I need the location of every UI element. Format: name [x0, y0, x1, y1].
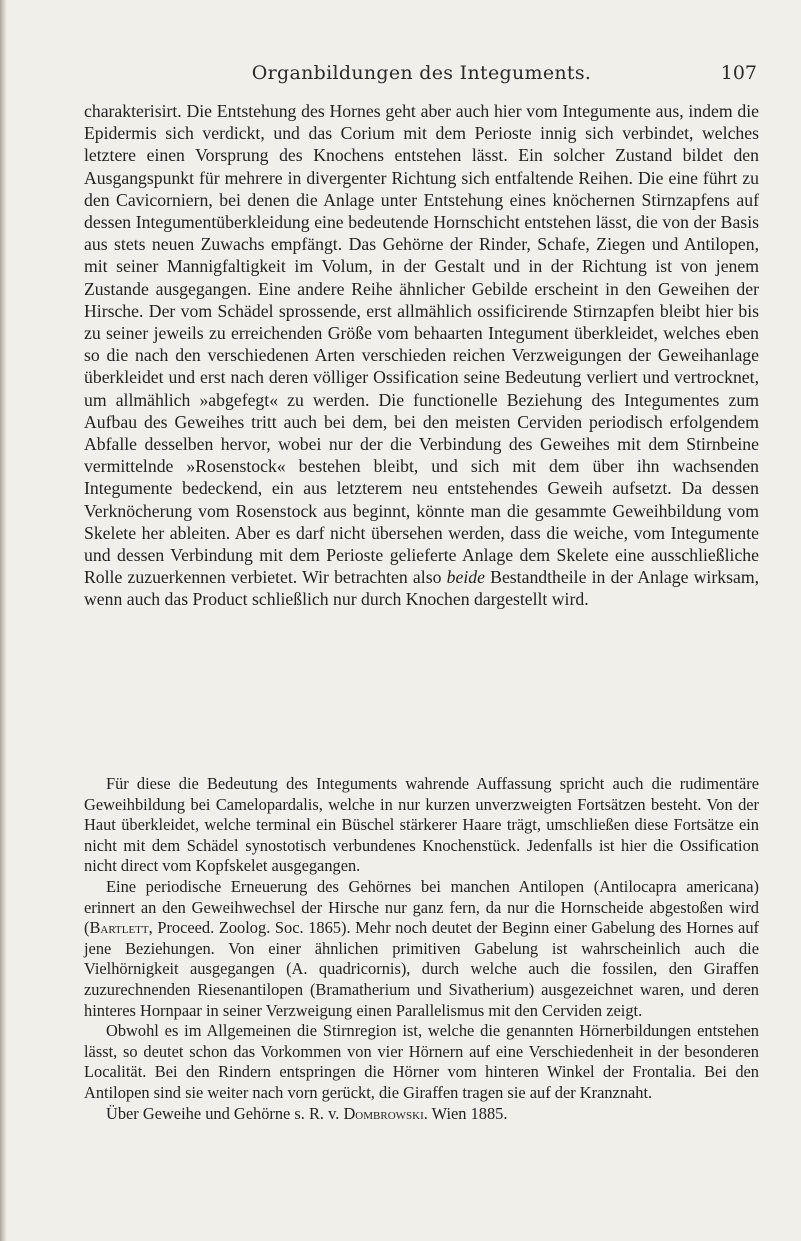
- paragraph-text: charakterisirt. Die Entstehung des Hornes geht aber auch hier vom Integumente aus, indem die Epidermis sich verdickt, und das Corium mit dem Perioste innig sich verbindet, welches letztere einen Vorsprung des Knochens entstehen lässt. Ein solcher Zustand bildet den Ausgangspunkt für mehrere in divergenter Richtung sich entfaltende Reihen. Die eine führt zu den Cavicorniern, bei denen die Anlage unter Entstehung eines knöchernen Stirnzapfens auf dessen Integumentüberkleidung eine bedeutende Hornschicht entstehen lässt, die von der Basis aus stets neuen Zuwachs empfängt. Das Gehörne der Rinder, Schafe, Ziegen und Antilopen, mit seiner Mannigfaltigkeit im Volum, in der Gestalt und in der Richtung ist von jenem Zustande ausgegangen. Eine andere Reihe ähnlicher Gebilde erscheint in den Geweihen der Hirsche. Der vom Schädel sprossende, erst allmählich ossificirende Stirnzapfen bleibt hier bis zu seiner jeweils zu erreichenden Größe vom behaarten Integument überkleidet, welches eben so die nach den verschiedenen Arten verschieden reichen Verzweigungen der Geweihanlage überkleidet und erst nach deren völliger Ossification seine Bedeutung verliert und vertrocknet, um allmählich »abgefegt« zu werden. Die functionelle Beziehung des Integumentes zum Aufbau des Geweihes tritt auch bei dem, bei den meisten Cerviden periodisch erfolgendem Abfalle desselben hervor, wobei nur der die Verbindung des Geweihes mit dem Stirnbeine vermittelnde »Rosenstock« bestehen bleibt, und sich mit dem über ihn wachsenden Integumente bedeckend, ein aus letzterem neu entstehendes Geweih aufsetzt. Da dessen Verknöcherung vom Rosenstock aus beginnt, könnte man die gesammte Geweihbildung vom Skelete her ableiten. Aber es darf nicht übersehen werden, dass die weiche, vom Integumente und dessen Verbindung mit dem Perioste gelieferte Anlage dem Skelete eine ausschließliche Rolle zuzuerkennen verbietet. Wir betrachten also: [84, 101, 759, 588]
- author-name: Bartlett: [89, 918, 149, 938]
- small-print-notes: [84, 774, 759, 1124]
- note-text: , Proceed. Zoolog. Soc. 1865). Mehr noch deutet der Beginn einer Gabelung des Hornes auf jene Beziehungen. Von einer ähnlichen primitiven Gabelung ist wahrscheinlich auch die Vielhörnigkeit ausgegangen (A. quadricornis), durch welche auch die fossilen, den Giraffen zuzurechnenden Riesenantilopen (Bramatherium und Sivatherium) ausgezeichnet waren, und deren hinteres Hornpaar in seiner Verzweigung einen Parallelismus mit den Cerviden zeigt.: [84, 918, 759, 1020]
- note-paragraph: Für diese die Bedeutung des Integuments wahrende Auffassung spricht auch die rudimentäre Geweihbildung bei Camelopardalis, welche in nur kurzen unverzweigten Fortsätzen besteht. Von der Haut überkleidet, welche terminal ein Büschel stärkerer Haare trägt, umschließen diese Fortsätze ein nicht mit dem Schädel synostotisch verbundenes Knochenstück. Jedenfalls ist hier die Ossification nicht direct vom Kopfskelet ausgegangen.: [84, 774, 759, 876]
- note-text: . Wien 1885.: [423, 1103, 508, 1123]
- running-header: [84, 62, 759, 90]
- note-paragraph: [84, 877, 759, 1021]
- emphasis: beide: [446, 567, 485, 588]
- paragraph: [84, 100, 759, 611]
- note-text: Über Geweihe und Gehörne s. R. v.: [106, 1103, 344, 1123]
- main-text: [84, 100, 759, 611]
- page-edge-shadow: [0, 0, 7, 1241]
- note-text: Eine periodische Erneuerung des Gehörnes bei manchen Antilopen (Antilocapra americana) erinnert an den Geweihwechsel der Hirsche nur ganz fern, da nur die Hornscheide abgestoßen wird (: [84, 876, 759, 938]
- author-name: Dombrowski: [343, 1103, 424, 1123]
- page-number: 107: [720, 62, 757, 84]
- paragraph-text: Bestandtheile in der Anlage wirksam, wenn auch das Product schließlich nur durch Knochen dargestellt wird.: [84, 567, 759, 610]
- note-paragraph: Obwohl es im Allgemeinen die Stirnregion ist, welche die genannten Hörnerbildungen entstehen lässt, so deutet schon das Vorkommen von vier Hörnern auf eine Verschiedenheit in der besonderen Localität. Bei den Rindern entspringen die Hörner vom hinteren Winkel der Frontalia. Bei den Antilopen sind sie weiter nach vorn gerückt, die Giraffen tragen sie auf der Kranznaht.: [84, 1021, 759, 1102]
- reference-line: [84, 1104, 759, 1125]
- running-title: Organbildungen des Integuments.: [251, 62, 592, 84]
